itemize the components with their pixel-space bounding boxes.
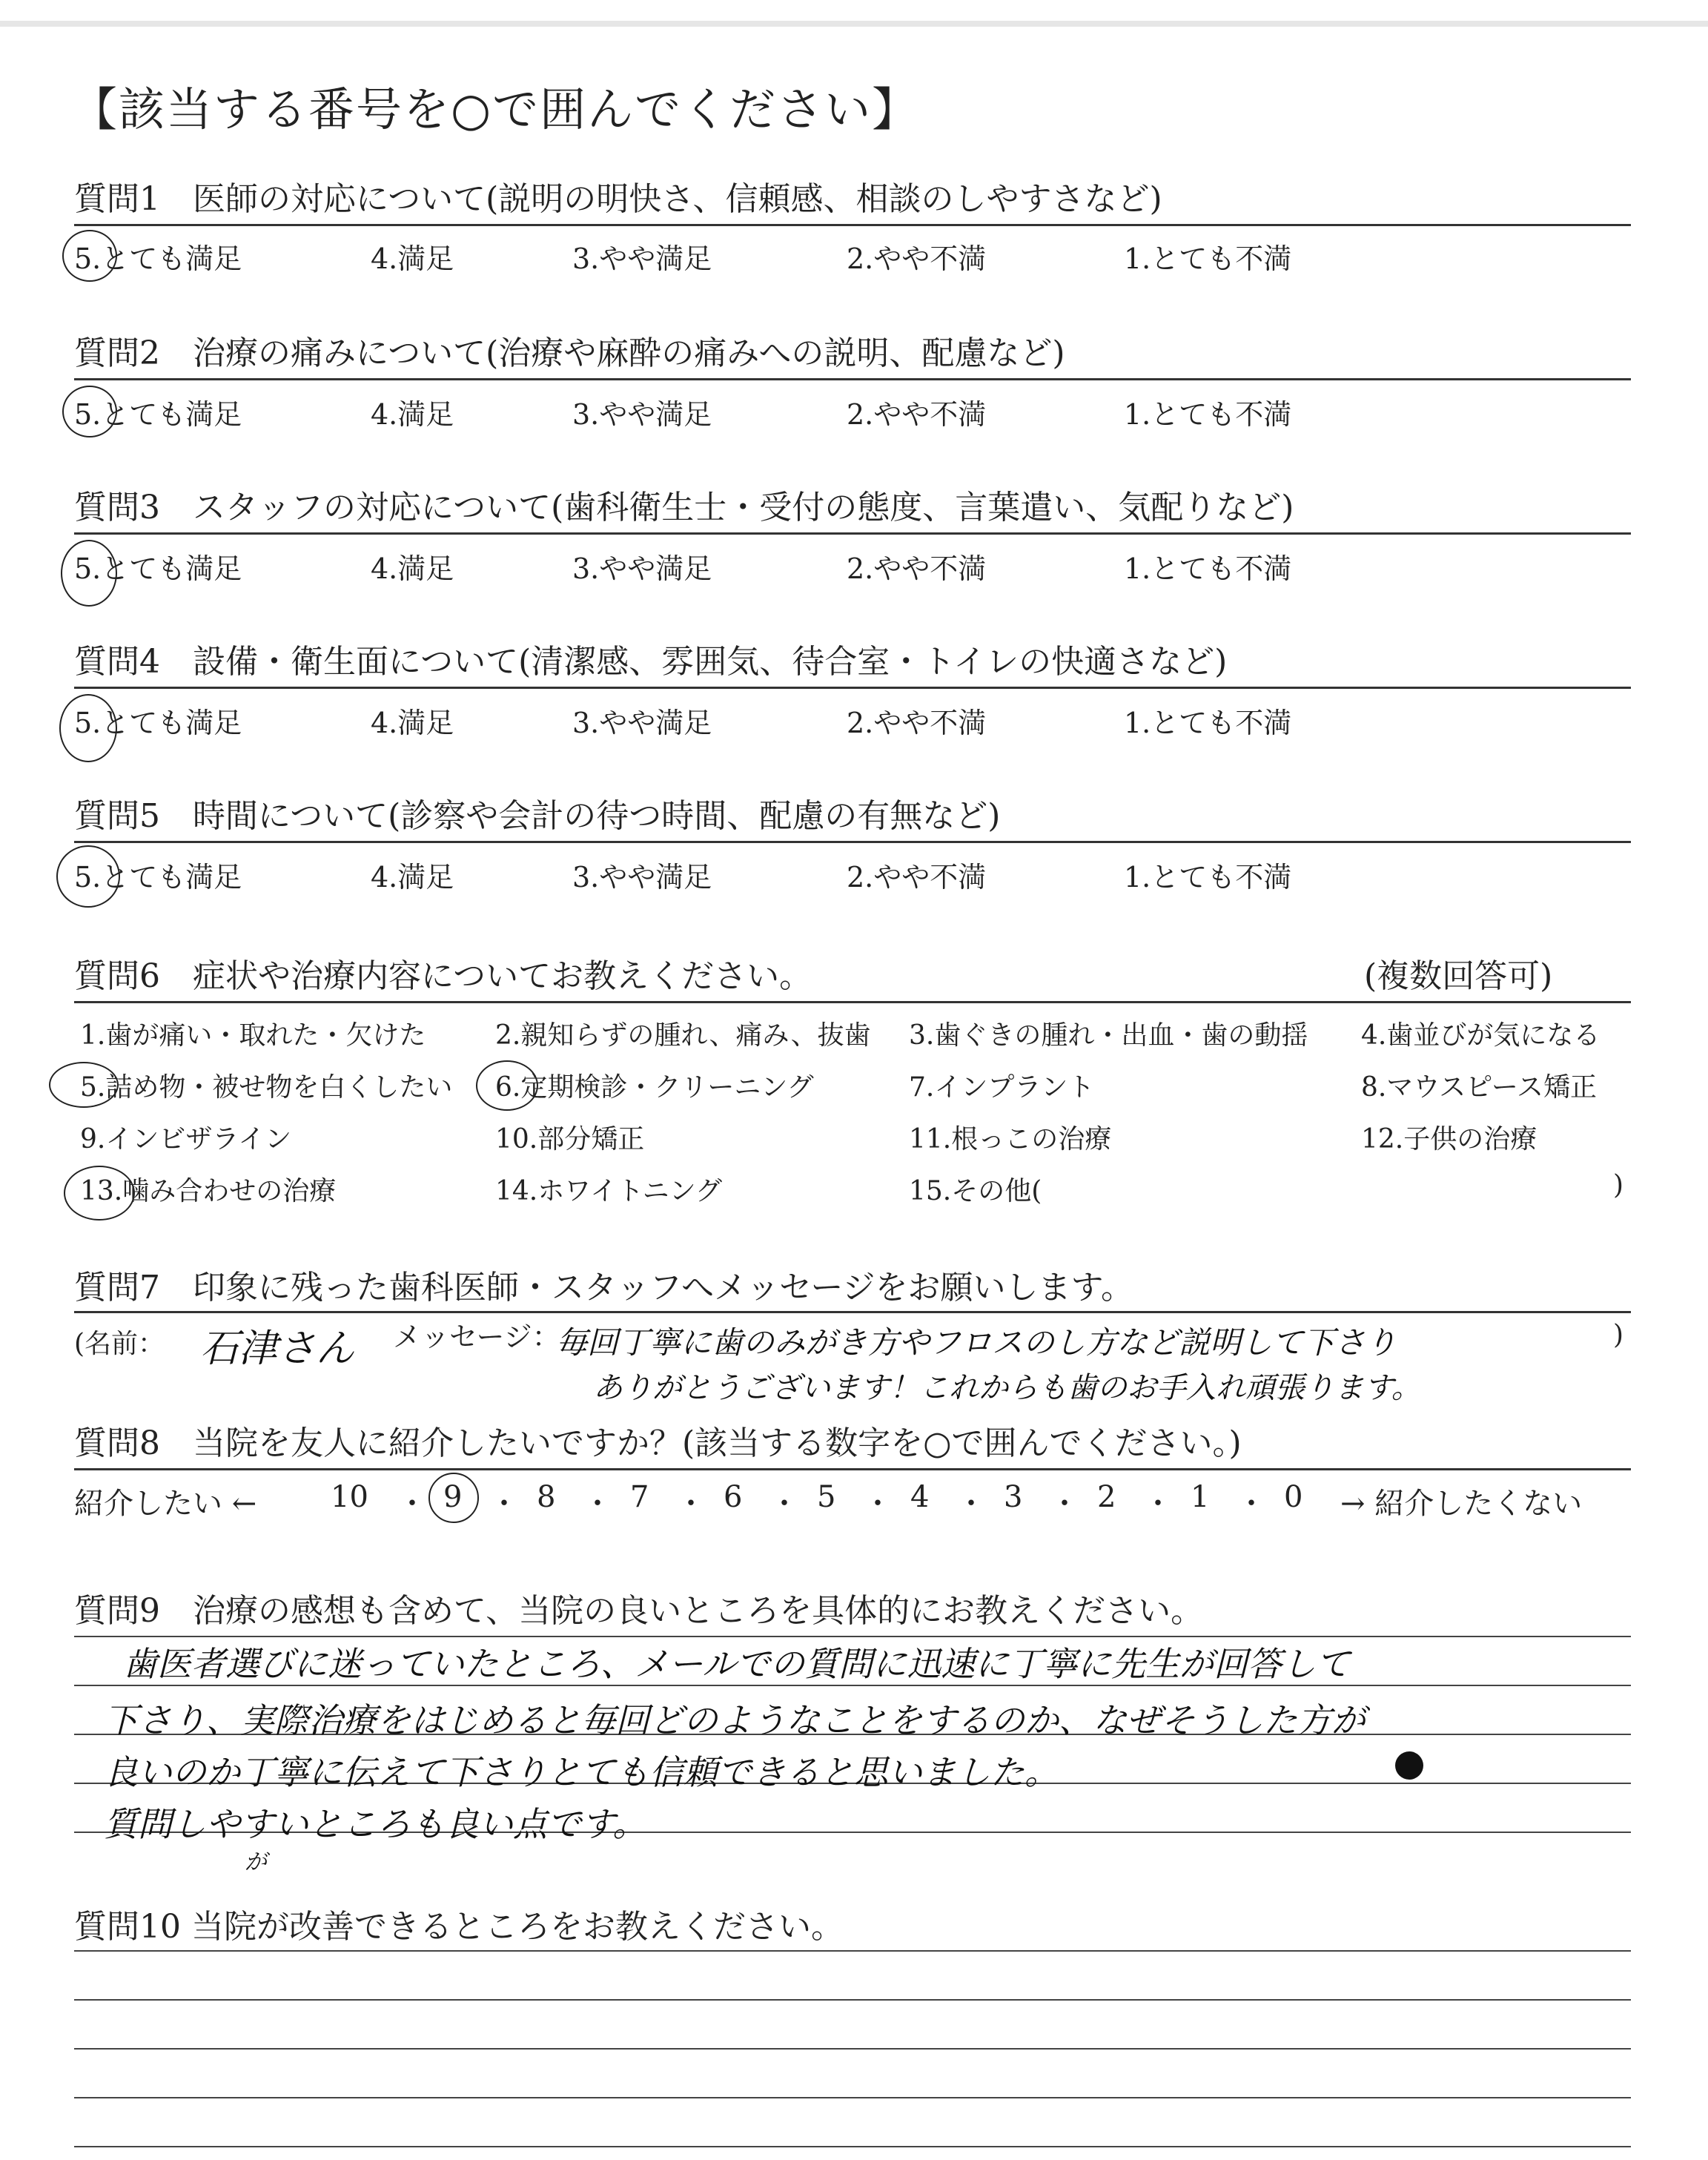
q3-option-4[interactable]: 4.満足: [371, 552, 454, 585]
q7-message-label: メッセージ：: [393, 1321, 560, 1353]
question-8-title: 質問8 当院を友人に紹介したいですか？(該当する数字を○で囲んでください。): [74, 1424, 1242, 1462]
q6-option-11[interactable]: 11.根っこの治療: [909, 1124, 1112, 1155]
q1-option-5[interactable]: 5.とても満足: [74, 242, 242, 275]
q6-option-3[interactable]: 3.歯ぐきの腫れ・出血・歯の動揺: [909, 1020, 1308, 1051]
q9-insert-mark: が: [245, 1849, 267, 1875]
q6-other-close-paren: ): [1613, 1170, 1624, 1200]
q7-name-label: (名前：: [74, 1329, 165, 1359]
q7-message-line-1[interactable]: 毎回丁寧に歯のみがき方やフロスのし方など説明して下さり: [556, 1324, 1397, 1361]
q4-option-2[interactable]: 2.やや不満: [847, 707, 987, 739]
question-10-title: 質問10 当院が改善できるところをお教えください。: [74, 1908, 844, 1946]
q3-option-1[interactable]: 1.とても不満: [1124, 552, 1292, 585]
q7-message-line-2[interactable]: ありがとうございます！これからも歯のお手入れ頑張ります。: [593, 1371, 1421, 1405]
question-5-rule: [74, 841, 1631, 843]
q5-option-5[interactable]: 5.とても満足: [74, 861, 242, 894]
q8-scale-1[interactable]: 1: [1191, 1480, 1210, 1514]
q2-selection-circle: [62, 386, 117, 437]
q6-option-9[interactable]: 9.インビザライン: [80, 1124, 292, 1155]
q5-option-4[interactable]: 4.満足: [371, 861, 454, 894]
q6-selection-circle-5: [49, 1062, 119, 1108]
q2-option-2[interactable]: 2.やや不満: [847, 398, 987, 431]
question-5-title: 質問5 時間について(診察や会計の待つ時間、配慮の有無など): [74, 797, 1001, 835]
question-6-note: (複数回答可): [1364, 957, 1553, 995]
question-6-title: 質問6 症状や治療内容についてお教えください。: [74, 957, 812, 995]
q8-left-label: 紹介したい ←: [74, 1487, 257, 1521]
q6-option-4[interactable]: 4.歯並びが気になる: [1361, 1020, 1601, 1051]
question-1-title: 質問1 医師の対応について(説明の明快さ、信頼感、相談のしやすさなど): [74, 180, 1162, 218]
q6-option-15[interactable]: 15.その他(: [909, 1176, 1042, 1206]
q8-scale-3[interactable]: 3: [1004, 1480, 1023, 1514]
question-9-title: 質問9 治療の感想も含めて、当院の良いところを具体的にお教えください。: [74, 1592, 1204, 1630]
q8-dot: ・: [863, 1487, 893, 1521]
q1-option-4[interactable]: 4.満足: [371, 242, 454, 275]
q2-option-1[interactable]: 1.とても不満: [1124, 398, 1292, 431]
q4-selection-circle: [59, 694, 117, 762]
q1-option-2[interactable]: 2.やや不満: [847, 242, 987, 275]
q8-selection-circle: [428, 1473, 479, 1523]
q5-selection-circle: [56, 845, 120, 908]
q7-close-paren: ): [1613, 1320, 1624, 1350]
question-3-title: 質問3 スタッフの対応について(歯科衛生士・受付の態度、言葉遣い、気配りなど): [74, 489, 1294, 526]
q1-option-1[interactable]: 1.とても不満: [1124, 242, 1292, 275]
q9-scribble-mark: [1395, 1751, 1423, 1780]
q6-selection-circle-13: [64, 1166, 135, 1221]
q4-option-4[interactable]: 4.満足: [371, 707, 454, 739]
q10-rule-5[interactable]: [74, 2146, 1631, 2147]
q1-selection-circle: [62, 230, 117, 282]
q3-option-3[interactable]: 3.やや満足: [572, 552, 712, 585]
q10-rule-4[interactable]: [74, 2097, 1631, 2098]
q10-rule-1[interactable]: [74, 1950, 1631, 1952]
q8-dot: ・: [769, 1487, 799, 1521]
q3-option-2[interactable]: 2.やや不満: [847, 552, 987, 585]
q6-option-10[interactable]: 10.部分矯正: [495, 1124, 645, 1155]
q6-option-2[interactable]: 2.親知らずの腫れ、痛み、抜歯: [495, 1020, 871, 1051]
q6-option-8[interactable]: 8.マウスピース矯正: [1361, 1072, 1598, 1103]
q8-scale-4[interactable]: 4: [910, 1480, 930, 1514]
question-7-rule: [74, 1311, 1631, 1313]
q6-option-1[interactable]: 1.歯が痛い・取れた・欠けた: [80, 1020, 426, 1051]
q6-option-12[interactable]: 12.子供の治療: [1361, 1124, 1537, 1155]
q8-scale-7[interactable]: 7: [630, 1480, 649, 1514]
question-4-title: 質問4 設備・衛生面について(清潔感、雰囲気、待合室・トイレの快適さなど): [74, 643, 1228, 681]
q8-dot: ・: [583, 1487, 612, 1521]
q8-dot: ・: [1050, 1487, 1079, 1521]
question-2-rule: [74, 378, 1631, 380]
q8-dot: ・: [1237, 1487, 1266, 1521]
q8-right-label: → 紹介したくない: [1340, 1487, 1583, 1521]
q8-dot: ・: [676, 1487, 706, 1521]
q5-option-2[interactable]: 2.やや不満: [847, 861, 987, 894]
q6-option-14[interactable]: 14.ホワイトニング: [495, 1176, 723, 1206]
q6-selection-circle-6: [476, 1060, 538, 1111]
q3-option-5[interactable]: 5.とても満足: [74, 552, 242, 585]
q8-scale-5[interactable]: 5: [817, 1480, 836, 1514]
q2-option-3[interactable]: 3.やや満足: [572, 398, 712, 431]
q10-rule-2[interactable]: [74, 1999, 1631, 2001]
q4-option-5[interactable]: 5.とても満足: [74, 707, 242, 739]
q6-option-5[interactable]: 5.詰め物・被せ物を白くしたい: [80, 1072, 453, 1103]
question-4-rule: [74, 687, 1631, 689]
q5-option-3[interactable]: 3.やや満足: [572, 861, 712, 894]
q4-option-1[interactable]: 1.とても不満: [1124, 707, 1292, 739]
q9-answer-line-1[interactable]: 歯医者選びに迷っていたところ、メールでの質問に迅速に丁寧に先生が回答して: [123, 1644, 1351, 1684]
question-1-rule: [74, 224, 1631, 226]
q3-selection-circle: [61, 540, 117, 607]
q4-option-3[interactable]: 3.やや満足: [572, 707, 712, 739]
q8-scale-0[interactable]: 0: [1284, 1480, 1303, 1514]
q8-scale-10[interactable]: 10: [331, 1480, 368, 1514]
q8-scale-2[interactable]: 2: [1097, 1480, 1116, 1514]
q8-dot: ・: [489, 1487, 519, 1521]
q8-scale-9[interactable]: 9: [443, 1480, 463, 1514]
scan-edge: [0, 21, 1708, 27]
page-heading: 【該当する番号を○で囲んでください】: [71, 82, 920, 136]
q7-name-value[interactable]: 石津さん: [200, 1327, 355, 1371]
q6-option-7[interactable]: 7.インプラント: [909, 1072, 1095, 1103]
q6-option-6[interactable]: 6.定期検診・クリーニング: [495, 1072, 814, 1103]
question-6-rule: [74, 1001, 1631, 1003]
q8-dot: ・: [1143, 1487, 1173, 1521]
q8-dot: ・: [956, 1487, 986, 1521]
q8-dot: ・: [397, 1487, 427, 1521]
q9-answer-line-2[interactable]: 下さり、実際治療をはじめると毎回どのようなことをするのか、なぜそうした方が: [104, 1700, 1366, 1740]
q1-option-3[interactable]: 3.やや満足: [572, 242, 712, 275]
q2-option-5[interactable]: 5.とても満足: [74, 398, 242, 431]
question-2-title: 質問2 治療の痛みについて(治療や麻酔の痛みへの説明、配慮など): [74, 334, 1065, 372]
q5-option-1[interactable]: 1.とても不満: [1124, 861, 1292, 894]
question-3-rule: [74, 532, 1631, 535]
q10-rule-3[interactable]: [74, 2048, 1631, 2050]
q6-option-13[interactable]: 13.噛み合わせの治療: [80, 1176, 337, 1206]
q8-scale-8[interactable]: 8: [537, 1480, 556, 1514]
q9-answer-line-3[interactable]: 良いのか丁寧に伝えて下さりとても信頼できると思いました。: [104, 1752, 1059, 1792]
q9-answer-line-4[interactable]: 質問しやすいところも良い点です。: [104, 1804, 647, 1844]
question-7-title: 質問7 印象に残った歯科医師・スタッフへメッセージをお願いします。: [74, 1269, 1133, 1307]
q2-option-4[interactable]: 4.満足: [371, 398, 454, 431]
q8-scale-6[interactable]: 6: [724, 1480, 743, 1514]
question-8-rule: [74, 1468, 1631, 1470]
